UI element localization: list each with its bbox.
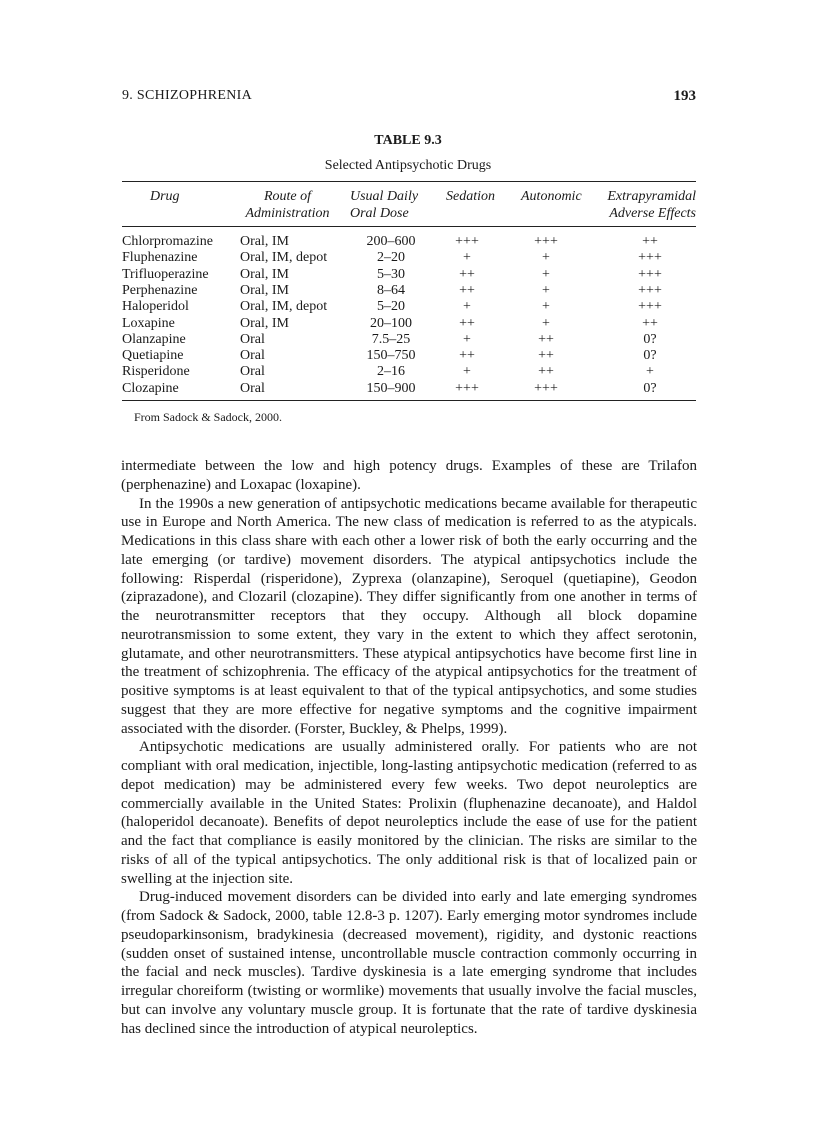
cell-dose: 5–20 [377,299,405,315]
table-bottom-rule [122,400,696,401]
cell-autonomic: +++ [534,380,558,396]
cell-sedation: + [463,299,471,315]
cell-autonomic: + [542,299,550,315]
cell-autonomic: + [542,250,550,266]
paragraph: In the 1990s a new generation of antipsychotic medications became available for therapeutic use in Europe and North America. The new class of medication is referred to as the atypicals. Medications in this class share with each other a lower risk of both the early occurring and the late emerging (or tardive) movement disorders. The atypical antipsychotics include the following: Risperdal (risperidone), Zyprexa (olanzapine), Seroquel (quetiapine), Geodon (ziprazadone), and Clozaril (clozapine). They differ significantly from one another in terms of the neurotransmitter receptors that they occupy. Although all block dopamine neurotransmission to some extent, they vary in the extent to which they affect serotonin, glutamate, and other neurotransmitters. These atypical antipsychotics have become first line in the treatment of schizophrenia. The efficacy of the atypical antipsychotics for the treatment of positive symptoms is at least equivalent to that of the typical antipsychotics, and some studies suggest that they are more effective for negative symptoms and the cognitive impairment associated with the disorder. (Forster, Buckley, & Phelps, 1999). [121,495,697,737]
cell-sedation: + [463,364,471,380]
table-header-rule [122,226,696,227]
header-sedation: Sedation [446,189,495,204]
header-autonomic: Autonomic [521,189,582,204]
table-caption: Selected Antipsychotic Drugs [324,158,492,173]
cell-route: Oral [240,380,265,396]
cell-autonomic: ++ [538,348,554,364]
cell-autonomic: + [542,282,550,298]
cell-eps: +++ [638,299,662,315]
cell-route: Oral, IM [240,234,289,249]
header-route: Route of Administration [245,189,330,221]
cell-dose: 5–30 [377,266,405,282]
cell-sedation: ++ [459,282,475,298]
cell-route: Oral, IM [240,266,289,282]
header-drug: Drug [150,189,180,204]
cell-eps: + [646,364,654,380]
cell-eps: +++ [638,282,662,298]
table-source-note: From Sadock & Sadock, 2000. [134,410,282,424]
cell-drug: Haloperidol [122,299,189,315]
page-header [122,88,696,110]
cell-drug: Chlorpromazine [122,234,213,249]
cell-route: Oral [240,348,265,364]
running-head: 9. SCHIZOPHRENIA [122,88,253,103]
header-dose: Usual Daily Oral Dose [350,189,419,221]
cell-drug: Fluphenazine [122,250,198,266]
cell-eps: +++ [638,266,662,282]
cell-autonomic: ++ [538,364,554,380]
cell-route: Oral, IM [240,315,289,331]
cell-sedation: +++ [455,380,479,396]
cell-sedation: ++ [459,266,475,282]
header-extrapyramidal: Extrapyramidal Adverse Effects [607,189,696,221]
cell-dose: 150–750 [366,348,416,364]
cell-eps: 0? [643,380,657,396]
cell-sedation: ++ [459,315,475,331]
table-top-rule [122,181,696,182]
cell-dose: 2–20 [377,250,405,266]
cell-sedation: +++ [455,234,479,249]
body-text [121,457,697,1038]
cell-sedation: + [463,250,471,266]
cell-autonomic: + [542,266,550,282]
cell-route: Oral [240,331,265,347]
cell-dose: 150–900 [366,380,416,396]
cell-route: Oral, IM [240,282,289,298]
table-number: TABLE 9.3 [374,133,442,148]
cell-drug: Olanzapine [122,331,186,347]
cell-drug: Clozapine [122,380,179,396]
cell-route: Oral [240,364,265,380]
cell-drug: Loxapine [122,315,175,331]
cell-drug: Perphenazine [122,282,198,298]
cell-dose: 7.5–25 [371,331,411,347]
paragraph: Antipsychotic medications are usually administered orally. For patients who are not compliant with oral medication, injectible, long-lasting antipsychotic medication (referred to as depot medication) may be administered every few weeks. Two depot neuroleptics are commercially available in the United States: Prolixin (fluphenazine decanoate), and Haldol (haloperidol decanoate). Benefits of depot neuroleptics include the ease of use for the patient and the fact that compliance is easily monitored by the clinician. The risks are similar to the risks of all of the typical antipsychotics. The only additional risk is that of localized pain or swelling at the injection site. [121,739,697,887]
cell-eps: ++ [642,315,658,331]
cell-dose: 200–600 [366,234,416,249]
page-number: 193 [673,88,696,104]
cell-autonomic: +++ [534,234,558,249]
cell-eps: 0? [643,348,657,364]
cell-route: Oral, IM, depot [240,299,328,315]
cell-sedation: ++ [459,348,475,364]
cell-dose: 20–100 [370,315,412,331]
cell-drug: Quetiapine [122,348,184,364]
cell-autonomic: + [542,315,550,331]
cell-dose: 2–16 [377,364,405,380]
cell-eps: ++ [642,234,658,249]
cell-eps: 0? [643,331,657,347]
cell-dose: 8–64 [377,282,405,298]
cell-route: Oral, IM, depot [240,250,328,266]
paragraph: intermediate between the low and high potency drugs. Examples of these are Trilafon (perphenazine) and Loxapac (loxapine). [121,458,697,493]
cell-sedation: + [463,331,471,347]
cell-drug: Trifluoperazine [122,266,209,282]
cell-eps: +++ [638,250,662,266]
cell-drug: Risperidone [122,364,190,380]
paragraph: Drug-induced movement disorders can be divided into early and late emerging syndromes (from Sadock & Sadock, 2000, table 12.8-3 p. 1207). Early emerging motor syndromes include pseudoparkinsonism, bradykinesia (decreased movement), rigidity, and dystonic reactions (sudden onset of sustained intense, uncontrollable muscle contraction commonly occurring in the facial and neck muscles). Tardive dyskinesia is a late emerging syndrome that includes irregular choreiform (twisting or wormlike) movements that usually involve the facial muscles, but can involve any voluntary muscle group. It is fortunate that the rate of tardive dyskinesia has declined since the introduction of atypical neuroleptics. [121,889,697,1037]
cell-autonomic: ++ [538,331,554,347]
